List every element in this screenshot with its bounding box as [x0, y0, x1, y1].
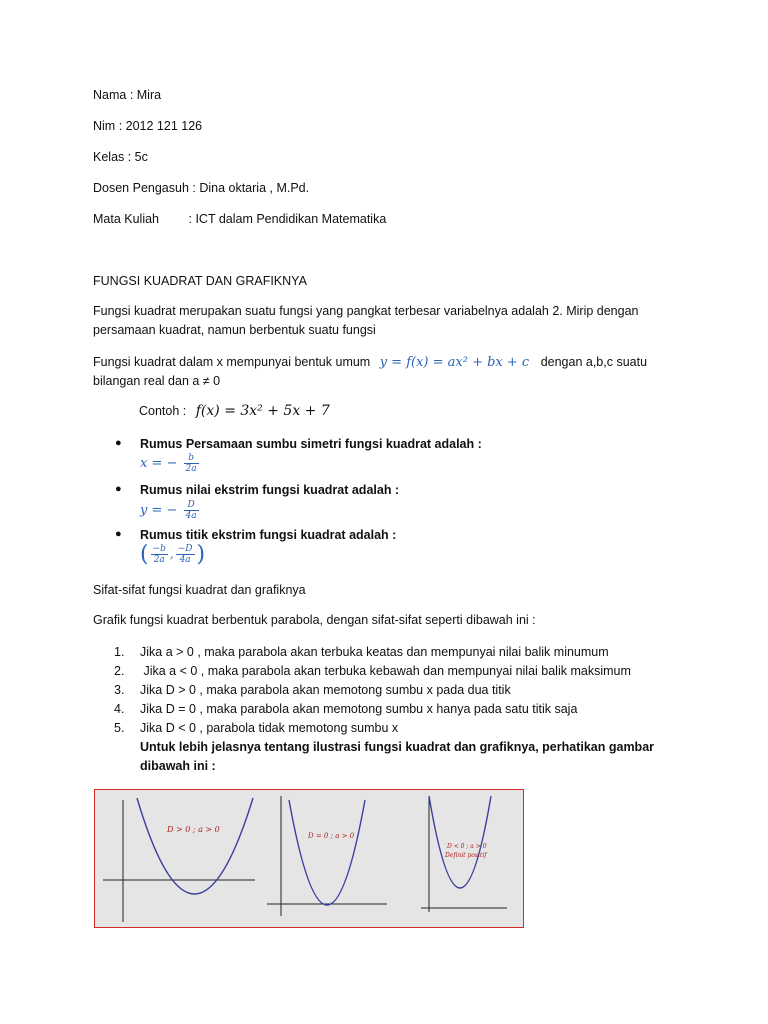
definition-prefix: Fungsi kuadrat dalam x mempunyai bentuk umum [93, 355, 371, 369]
formula-2-num: D [184, 500, 199, 511]
student-class: Kelas : 5c [93, 150, 148, 164]
formula-2 [140, 500, 201, 521]
list-item: Jika D > 0 , maka parabola akan memotong sumbu x pada dua titik [140, 683, 511, 697]
properties-title: Sifat-sifat fungsi kuadrat dan grafiknya [93, 583, 306, 597]
general-formula: y = f(x) = ax² + bx + c [379, 355, 530, 370]
formula-3-den2: 4a [179, 555, 191, 565]
student-name: Nama : Mira [93, 88, 162, 102]
course-label: Mata Kuliah [93, 212, 160, 226]
closing-line-2: dibawah ini : [140, 759, 216, 773]
bullet-1: ● [115, 437, 122, 449]
bullet-3: ● [115, 528, 122, 540]
lecturer: Dosen Pengasuh : Dina oktaria , M.Pd. [93, 181, 310, 195]
formula-1-num: b [184, 453, 199, 464]
formula-3-num2: −D [177, 544, 193, 554]
example [139, 403, 330, 419]
list-number: 2. [114, 664, 125, 678]
formula-2-den: 4a [185, 511, 197, 521]
graph-3-sublabel: Definit positif [445, 852, 487, 859]
definition-suffix: dengan a,b,c suatu [540, 355, 648, 369]
bullet-2: ● [115, 483, 122, 495]
formula-3: ( $\frac{-b}{2a}$ , $\frac{-D}{4a}$ ) [140, 542, 206, 567]
list-number: 4. [114, 702, 125, 716]
example-label: Contoh : [139, 404, 187, 418]
course-value: : ICT dalam Pendidikan Matematika [188, 212, 387, 226]
graph-2-parabola [289, 800, 365, 905]
list-number: 3. [114, 683, 125, 697]
list-item: Jika a < 0 , maka parabola akan terbuka kebawah dan mempunyai nilai balik maksimum [140, 664, 631, 678]
list-number: 5. [114, 721, 125, 735]
formula-3-num1: −b [152, 544, 166, 554]
graph-2-label: D = 0 ; a > 0 [308, 832, 355, 840]
parabola-graphs [95, 790, 525, 929]
list-item: Jika a > 0 , maka parabola akan terbuka keatas dan mempunyai nilai balik minumum [140, 645, 609, 659]
graph-3-parabola [429, 796, 491, 888]
example-formula: f(x) = 3x² + 5x + 7 [195, 403, 330, 419]
student-nim: Nim : 2012 121 126 [93, 119, 203, 133]
formula-3-den1: 2a [153, 555, 165, 565]
intro-line-2: persamaan kuadrat, namun berbentuk suatu fungsi [93, 323, 376, 337]
formula-1-lhs: x = − [140, 456, 178, 471]
list-number: 1. [114, 645, 125, 659]
closing-line-1: Untuk lebih jelasnya tentang ilustrasi fungsi kuadrat dan grafiknya, perhatikan gambar [140, 740, 655, 754]
section-title: FUNGSI KUADRAT DAN GRAFIKNYA [93, 274, 307, 288]
formula-2-label: Rumus nilai ekstrim fungsi kuadrat adalah : [140, 483, 400, 497]
formula-1 [140, 453, 201, 474]
list-item: Jika D < 0 , parabola tidak memotong sumbu x [140, 721, 399, 735]
properties-intro: Grafik fungsi kuadrat berbentuk parabola, dengan sifat-sifat seperti dibawah ini : [93, 613, 536, 627]
formula-2-lhs: y = − [140, 503, 178, 518]
formula-3-label: Rumus titik ekstrim fungsi kuadrat adalah : [140, 528, 397, 542]
formula-1-den: 2a [185, 464, 197, 474]
definition-line-2: bilangan real dan a ≠ 0 [93, 374, 221, 388]
definition-line [93, 355, 647, 370]
list-item: Jika D = 0 , maka parabola akan memotong sumbu x hanya pada satu titik saja [140, 702, 578, 716]
parabola-figure [94, 789, 524, 928]
graph-3-label: D < 0 ; a > 0 [447, 843, 487, 850]
formula-1-label: Rumus Persamaan sumbu simetri fungsi kuadrat adalah : [140, 437, 482, 451]
course [93, 212, 386, 226]
intro-line-1: Fungsi kuadrat merupakan suatu fungsi yang pangkat terbesar variabelnya adalah 2. Mirip dengan [93, 304, 639, 318]
graph-1-label: D > 0 ; a > 0 [167, 825, 220, 834]
